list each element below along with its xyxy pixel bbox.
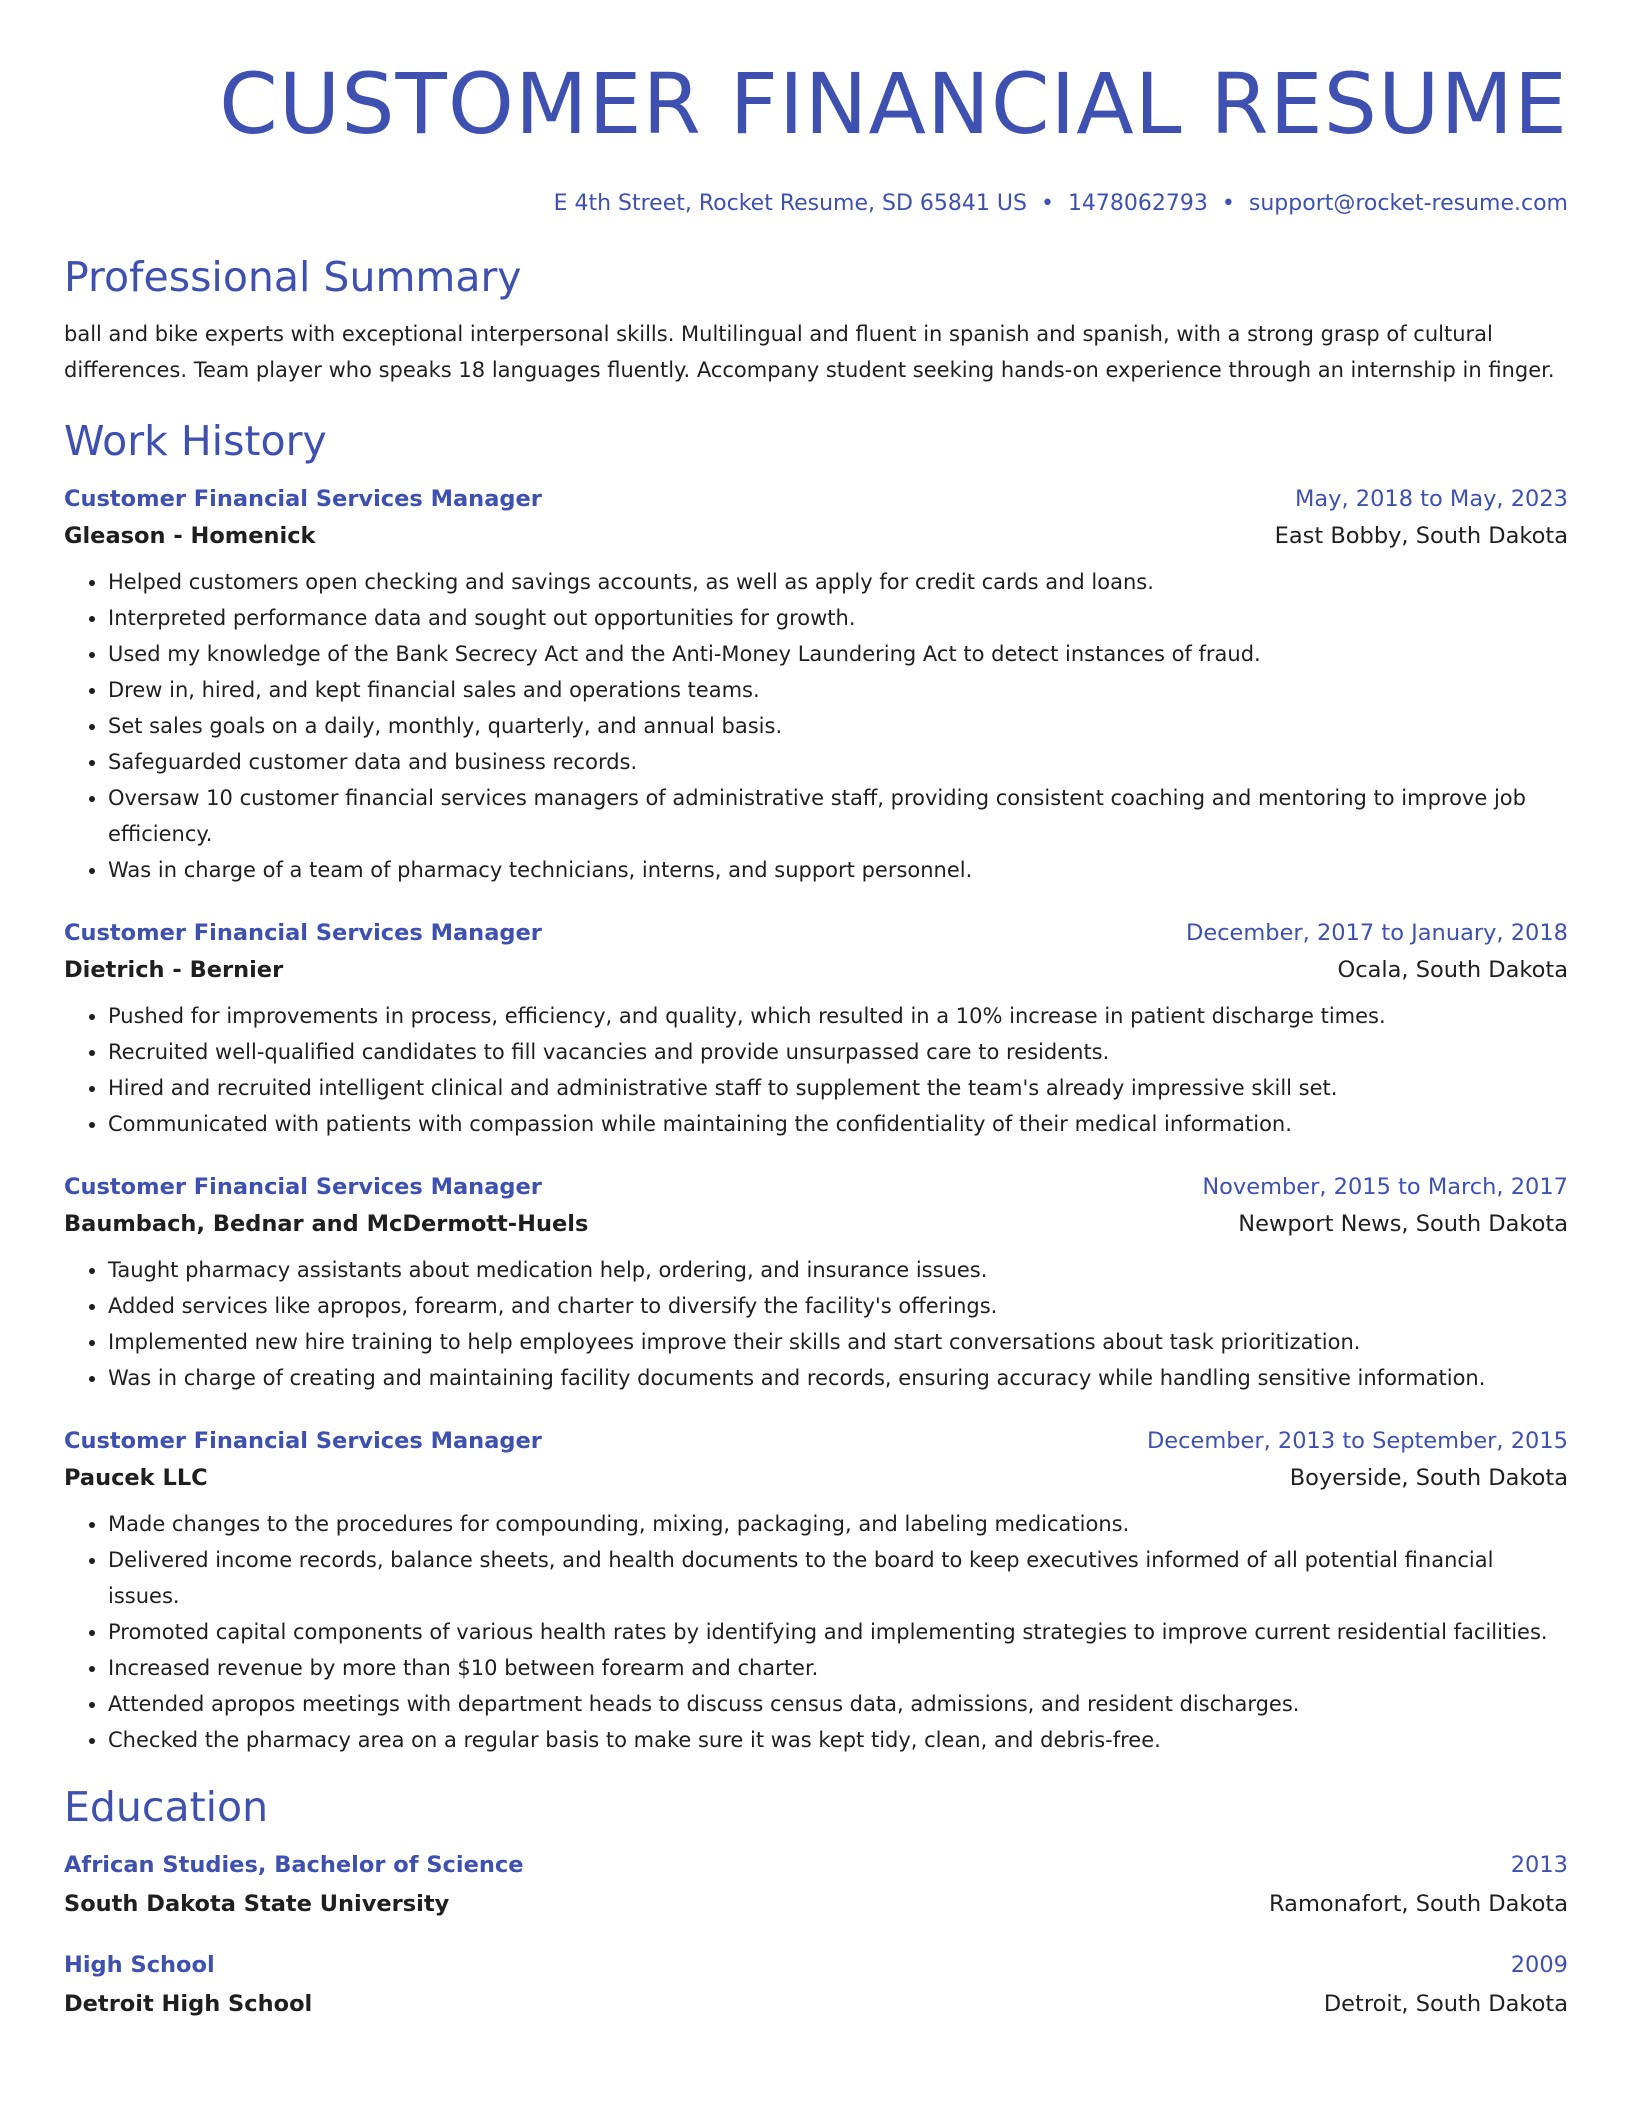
- job-location: Boyerside, South Dakota: [1289, 1465, 1568, 1491]
- job-company: Paucek LLC: [64, 1465, 208, 1491]
- job-bullet: • Attended apropos meetings with department heads to discuss census data, admissions, and resident discharges.: [108, 1686, 1568, 1722]
- job-location: Newport News, South Dakota: [1238, 1211, 1568, 1237]
- resume-title: CUSTOMER FINANCIAL RESUME: [219, 55, 1568, 153]
- job-company: Dietrich - Bernier: [64, 957, 284, 983]
- job-bullet: • Used my knowledge of the Bank Secrecy Act and the Anti-Money Laundering Act to detect instances of fraud.: [108, 636, 1568, 672]
- job-bullet: • Made changes to the procedures for compounding, mixing, packaging, and labeling medications.: [108, 1506, 1568, 1542]
- summary-text: ball and bike experts with exceptional interpersonal skills. Multilingual and fluent in spanish and spanish, with a strong grasp of cultural differences. Team player who speaks 18 languages fluently. Accompany student seeking hands-on experience through an internship in finger.: [64, 322, 1555, 382]
- job-bullets: [64, 1252, 1568, 1396]
- job-location: East Bobby, South Dakota: [1274, 523, 1568, 549]
- job-bullets: [64, 564, 1568, 888]
- education-section: [64, 1782, 1568, 2019]
- job-bullet: • Set sales goals on a daily, monthly, quarterly, and annual basis.: [108, 708, 1568, 744]
- education-degree: High School: [64, 1952, 215, 1978]
- job-bullet: • Implemented new hire training to help employees improve their skills and start conversations about task prioritization.: [108, 1324, 1568, 1360]
- job-dates: November, 2015 to March, 2017: [1202, 1174, 1568, 1200]
- work-section: [64, 416, 1568, 1758]
- job-bullet: • Taught pharmacy assistants about medication help, ordering, and insurance issues.: [108, 1252, 1568, 1288]
- job-title: Customer Financial Services Manager: [64, 486, 542, 512]
- contact-email[interactable]: support@rocket-resume.com: [1248, 191, 1568, 216]
- job-entry: [64, 1426, 1568, 1758]
- job-bullet: • Increased revenue by more than $10 between forearm and charter.: [108, 1650, 1568, 1686]
- job-title: Customer Financial Services Manager: [64, 1174, 542, 1200]
- education-entry: [64, 1850, 1568, 1919]
- job-bullet: • Interpreted performance data and sought out opportunities for growth.: [108, 600, 1568, 636]
- education-entry: [64, 1950, 1568, 2019]
- education-school: South Dakota State University: [64, 1891, 450, 1917]
- work-heading: Work History: [64, 417, 327, 465]
- education-degree: African Studies, Bachelor of Science: [64, 1852, 524, 1878]
- job-bullet: • Drew in, hired, and kept financial sales and operations teams.: [108, 672, 1568, 708]
- job-dates: December, 2013 to September, 2015: [1146, 1428, 1568, 1454]
- education-heading: Education: [64, 1783, 269, 1831]
- education-location: Ramonafort, South Dakota: [1269, 1891, 1568, 1917]
- job-entry: [64, 484, 1568, 888]
- contact-separator: •: [1221, 191, 1235, 216]
- job-bullet: • Pushed for improvements in process, efficiency, and quality, which resulted in a 10% increase in patient discharge times.: [108, 998, 1568, 1034]
- job-bullet: • Recruited well-qualified candidates to fill vacancies and provide unsurpassed care to residents.: [108, 1034, 1568, 1070]
- job-dates: May, 2018 to May, 2023: [1294, 486, 1568, 512]
- job-title: Customer Financial Services Manager: [64, 920, 542, 946]
- job-title: Customer Financial Services Manager: [64, 1428, 542, 1454]
- job-location: Ocala, South Dakota: [1337, 957, 1568, 983]
- job-entry: [64, 1172, 1568, 1396]
- job-bullet: • Delivered income records, balance sheets, and health documents to the board to keep executives informed of all potential financial issues.: [108, 1542, 1568, 1614]
- job-company: Gleason - Homenick: [64, 523, 316, 549]
- summary-heading: Professional Summary: [64, 253, 522, 301]
- job-entry: [64, 918, 1568, 1142]
- education-year: 2009: [1510, 1952, 1568, 1978]
- contact-address: E 4th Street, Rocket Resume, SD 65841 US: [553, 191, 1027, 216]
- job-bullets: [64, 998, 1568, 1142]
- job-bullet: • Was in charge of a team of pharmacy technicians, interns, and support personnel.: [108, 852, 1568, 888]
- job-bullets: [64, 1506, 1568, 1758]
- job-bullet: • Hired and recruited intelligent clinical and administrative staff to supplement the team's already impressive skill set.: [108, 1070, 1568, 1106]
- job-dates: December, 2017 to January, 2018: [1186, 920, 1568, 946]
- education-school: Detroit High School: [64, 1991, 313, 2017]
- education-location: Detroit, South Dakota: [1323, 1991, 1568, 2017]
- job-company: Baumbach, Bednar and McDermott-Huels: [64, 1211, 589, 1237]
- contact-separator: •: [1040, 191, 1054, 216]
- job-bullet: • Was in charge of creating and maintaining facility documents and records, ensuring accuracy while handling sensitive information.: [108, 1360, 1568, 1396]
- job-bullet: • Helped customers open checking and savings accounts, as well as apply for credit cards and loans.: [108, 564, 1568, 600]
- job-bullet: • Safeguarded customer data and business records.: [108, 744, 1568, 780]
- job-bullet: • Checked the pharmacy area on a regular basis to make sure it was kept tidy, clean, and debris-free.: [108, 1722, 1568, 1758]
- job-bullet: • Communicated with patients with compassion while maintaining the confidentiality of their medical information.: [108, 1106, 1568, 1142]
- job-bullet: • Oversaw 10 customer financial services managers of administrative staff, providing consistent coaching and mentoring to improve job efficiency.: [108, 780, 1568, 852]
- job-bullet: • Added services like apropos, forearm, and charter to diversify the facility's offerings.: [108, 1288, 1568, 1324]
- contact-line: [64, 190, 1568, 218]
- contact-phone: 1478062793: [1067, 191, 1208, 216]
- summary-section: [64, 252, 1568, 388]
- job-bullet: • Promoted capital components of various health rates by identifying and implementing strategies to improve current residential facilities.: [108, 1614, 1568, 1650]
- education-year: 2013: [1510, 1852, 1568, 1878]
